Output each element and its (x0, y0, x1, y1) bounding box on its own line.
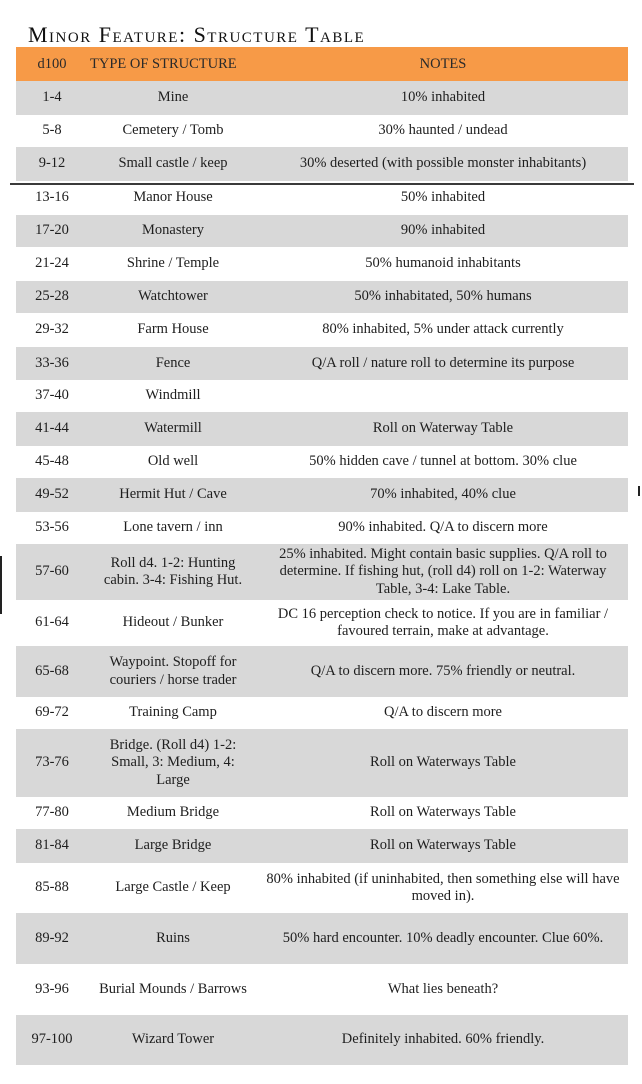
row-roll: 41-44 (35, 420, 69, 437)
row-type: Waypoint. Stopoff for couriers / horse trader (109, 654, 237, 688)
edge-mark (638, 486, 640, 496)
table-row (16, 729, 628, 797)
table-row (16, 81, 628, 115)
row-notes: 80% inhabited (if uninhabited, then something else will have moved in). (266, 870, 620, 904)
row-type: Ruins (156, 929, 190, 946)
table-row (16, 1015, 628, 1065)
row-type: Farm House (137, 321, 209, 338)
row-type: Roll d4. 1-2: Hunting cabin. 3-4: Fishing Hut. (103, 554, 243, 588)
table-row (16, 215, 628, 247)
row-type: Training Camp (129, 704, 217, 721)
row-notes: What lies beneath? (387, 980, 499, 997)
row-roll: 25-28 (35, 288, 69, 305)
row-type: Cemetery / Tomb (122, 122, 224, 139)
table-row (16, 380, 628, 412)
row-roll: 81-84 (35, 837, 69, 854)
row-notes: 10% inhabited (400, 89, 486, 106)
table-row (16, 964, 628, 1015)
row-type: Large Castle / Keep (115, 879, 231, 896)
page-title: Minor Feature: Structure Table (28, 22, 366, 47)
row-notes: Definitely inhabited. 60% friendly. (341, 1031, 545, 1048)
table-row (16, 313, 628, 347)
row-notes: 70% inhabited, 40% clue (370, 486, 516, 503)
row-notes: 50% inhabitated, 50% humans (354, 288, 532, 305)
row-roll: 9-12 (38, 155, 66, 172)
row-notes: Roll on Waterways Table (370, 754, 516, 771)
header-type: TYPE OF STRUCTURE (90, 55, 237, 72)
row-roll: 5-8 (42, 122, 62, 139)
edge-mark (0, 556, 2, 614)
header-notes: NOTES (419, 55, 467, 72)
table-row (16, 913, 628, 964)
table-row (16, 446, 628, 478)
row-notes: 80% inhabited, 5% under attack currently (322, 321, 564, 338)
row-notes: Roll on Waterway Table (372, 420, 514, 437)
row-roll: 49-52 (35, 486, 69, 503)
row-type: Watchtower (138, 288, 208, 305)
row-type: Windmill (145, 387, 201, 404)
table-row (16, 412, 628, 446)
table-row (16, 512, 628, 544)
row-notes: Roll on Waterways Table (370, 837, 516, 854)
row-roll: 57-60 (35, 563, 69, 580)
row-notes: 25% inhabited. Might contain basic supplies. Q/A roll to determine. If fishing hut, (roll d4) roll on 1-2: Waterway Table, 3-4: Lake Table. (279, 545, 607, 597)
row-notes: Roll on Waterways Table (370, 804, 516, 821)
row-type: Medium Bridge (126, 804, 220, 821)
table-row (16, 544, 628, 600)
row-notes: Q/A to discern more (384, 704, 502, 721)
row-type: Lone tavern / inn (123, 519, 223, 536)
row-roll: 21-24 (35, 255, 69, 272)
table-row (16, 646, 628, 697)
row-roll: 97-100 (31, 1031, 73, 1048)
row-type: Hermit Hut / Cave (119, 486, 227, 503)
row-type: Small castle / keep (118, 155, 228, 172)
row-notes: 50% hidden cave / tunnel at bottom. 30% clue (309, 453, 577, 470)
table-row (16, 247, 628, 281)
row-roll: 53-56 (35, 519, 69, 536)
table-row (16, 181, 628, 215)
row-roll: 1-4 (42, 89, 62, 106)
table-row (16, 281, 628, 313)
row-type: Fence (155, 354, 191, 371)
row-notes: 30% haunted / undead (378, 122, 508, 139)
row-roll: 37-40 (35, 387, 69, 404)
table-row (16, 797, 628, 829)
table-header (16, 47, 628, 81)
row-type: Large Bridge (134, 837, 212, 854)
row-type: Monastery (141, 222, 204, 239)
table-row (16, 829, 628, 863)
row-roll: 77-80 (35, 804, 69, 821)
row-roll: 65-68 (35, 662, 69, 679)
row-roll: 89-92 (35, 929, 69, 946)
table-row (16, 478, 628, 512)
row-roll: 13-16 (35, 189, 69, 206)
table-row (16, 600, 628, 646)
row-type: Mine (157, 89, 189, 106)
table-row (16, 347, 628, 380)
row-roll: 85-88 (35, 879, 69, 896)
row-notes: 50% hard encounter. 10% deadly encounter. Clue 60%. (282, 929, 604, 946)
row-type: Manor House (133, 189, 213, 206)
table-row (16, 147, 628, 181)
row-roll: 61-64 (35, 614, 69, 631)
row-type: Old well (147, 453, 199, 470)
row-notes: DC 16 perception check to notice. If you are in familiar / favoured terrain, make at advantage. (277, 605, 609, 639)
row-type: Bridge. (Roll d4) 1-2: Small, 3: Medium, 4: Large (109, 736, 237, 788)
row-notes: 30% deserted (with possible monster inhabitants) (299, 155, 587, 172)
row-roll: 93-96 (35, 980, 69, 997)
table-row (16, 697, 628, 729)
row-type: Wizard Tower (131, 1031, 215, 1048)
row-roll: 45-48 (35, 453, 69, 470)
page-divider (10, 183, 634, 185)
table-row (16, 115, 628, 147)
header-roll: d100 (37, 55, 67, 72)
row-roll: 29-32 (35, 321, 69, 338)
row-type: Hideout / Bunker (122, 614, 224, 631)
row-roll: 69-72 (35, 704, 69, 721)
row-roll: 73-76 (35, 754, 69, 771)
row-notes: Q/A roll / nature roll to determine its purpose (311, 354, 575, 371)
row-notes: 90% inhabited. Q/A to discern more (338, 519, 548, 536)
row-notes: 90% inhabited (400, 222, 486, 239)
row-notes: 50% humanoid inhabitants (365, 255, 521, 272)
row-notes: Q/A to discern more. 75% friendly or neutral. (310, 662, 576, 679)
row-notes: 50% inhabited (400, 189, 486, 206)
row-type: Shrine / Temple (126, 255, 220, 272)
row-roll: 33-36 (35, 354, 69, 371)
row-type: Watermill (144, 420, 202, 437)
row-roll: 17-20 (35, 222, 69, 239)
structure-table (16, 47, 628, 1065)
table-row (16, 863, 628, 913)
row-type: Burial Mounds / Barrows (99, 980, 247, 997)
